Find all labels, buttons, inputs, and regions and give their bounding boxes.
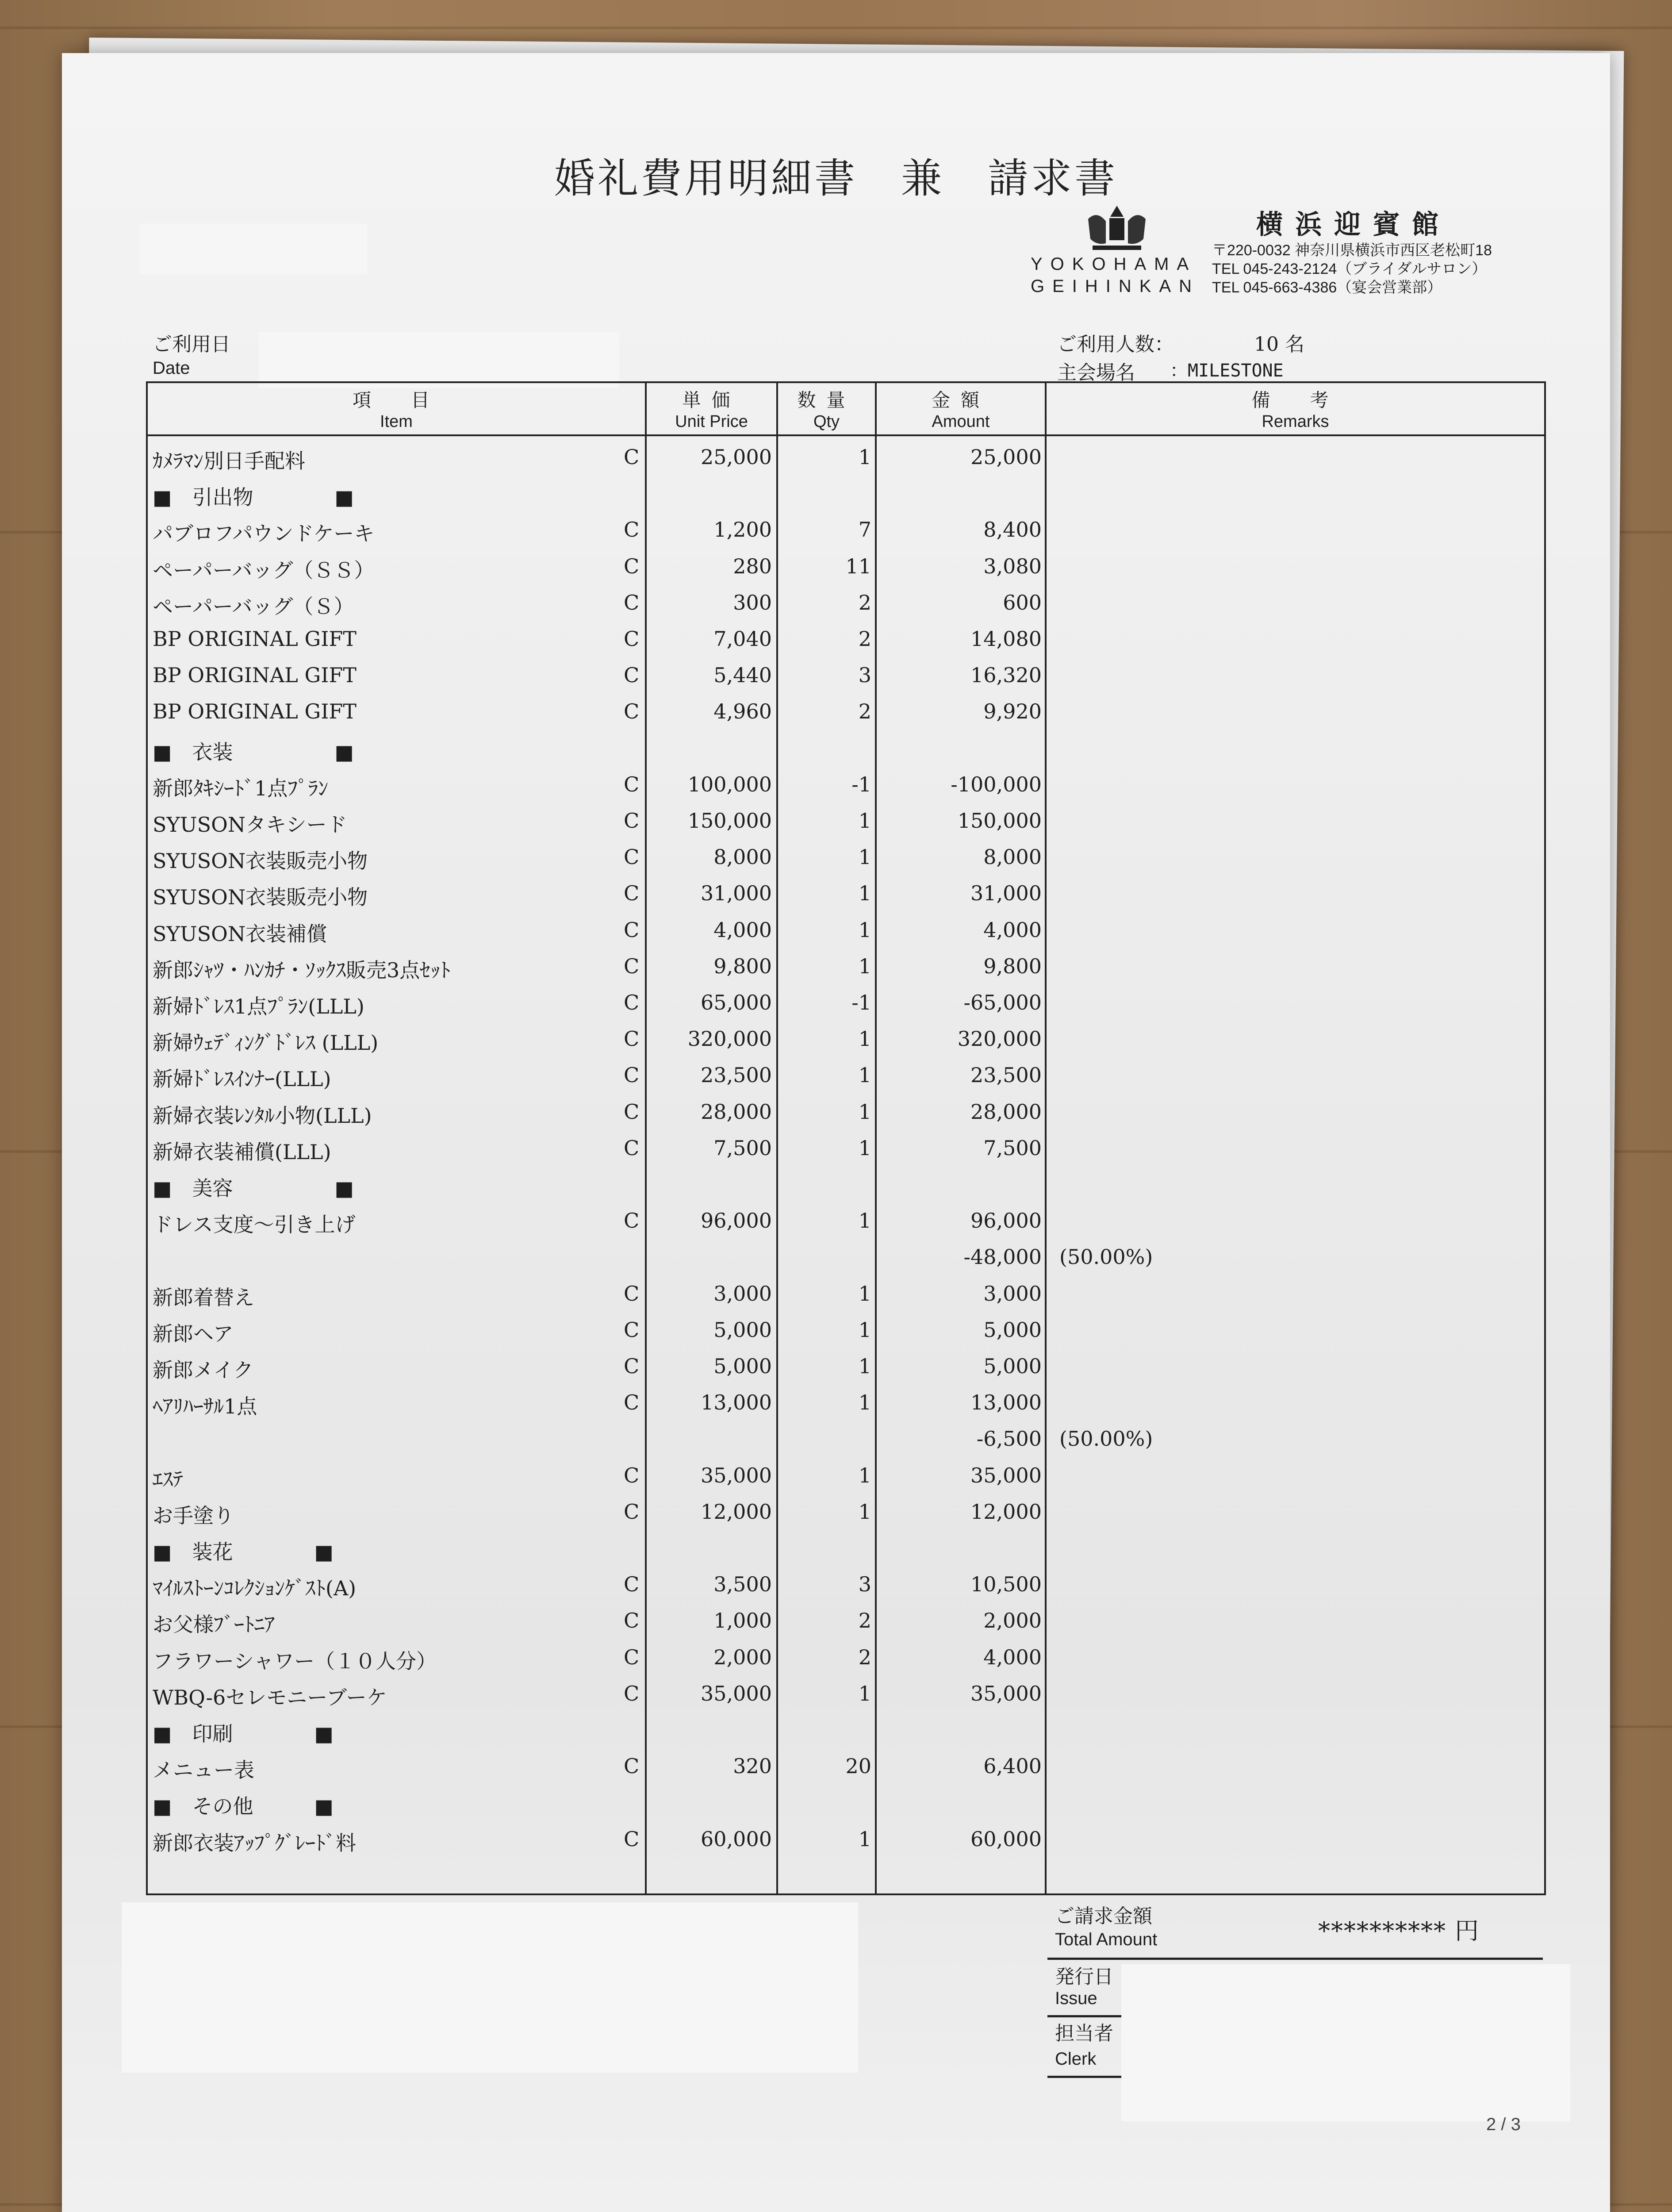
amount: 35,000 — [970, 1681, 1042, 1705]
item-name: 新婦衣装ﾚﾝﾀﾙ小物(LLL) — [153, 1103, 372, 1128]
tax-flag: C — [624, 1027, 640, 1051]
amount: 16,320 — [970, 663, 1042, 687]
amount: -100,000 — [951, 772, 1042, 796]
tax-flag: C — [624, 1136, 640, 1160]
table-row — [0, 1352, 1672, 1388]
amount: 2,000 — [983, 1609, 1042, 1633]
quantity: 1 — [858, 918, 871, 942]
item-name: BP ORIGINAL GIFT — [153, 699, 357, 724]
quantity: 2 — [858, 627, 871, 651]
quantity: 1 — [858, 1827, 871, 1851]
unit-price: 300 — [733, 590, 772, 614]
table-row — [0, 879, 1672, 915]
unit-price: 28,000 — [701, 1099, 772, 1124]
tax-flag: C — [624, 518, 640, 542]
tax-flag: C — [624, 1209, 640, 1233]
unit-price: 4,000 — [713, 918, 772, 942]
unit-price: 3,000 — [713, 1281, 772, 1306]
quantity: 1 — [858, 809, 871, 833]
table-row — [0, 842, 1672, 879]
table-row — [0, 515, 1672, 551]
amount: 35,000 — [970, 1463, 1042, 1487]
item-name: BP ORIGINAL GIFT — [153, 627, 357, 651]
date-label-en: Date — [153, 358, 190, 378]
item-name: ペーパーバッグ（ＳＳ） — [153, 558, 375, 582]
item-name: ﾏｲﾙｽﾄｰﾝｺﾚｸｼｮﾝｹﾞｽﾄ(A) — [153, 1576, 357, 1601]
table-row — [0, 1242, 1672, 1279]
item-name: 新郎着替え — [153, 1285, 254, 1310]
unit-price: 9,800 — [713, 954, 772, 978]
amount: 3,000 — [983, 1281, 1042, 1306]
quantity: 1 — [858, 1063, 871, 1087]
amount: 600 — [1003, 590, 1042, 614]
page-number: 2 / 3 — [1486, 2115, 1521, 2134]
item-name: ｴｽﾃ — [153, 1467, 183, 1491]
tax-flag: C — [624, 809, 640, 833]
quantity: -1 — [851, 772, 871, 796]
unit-price: 320,000 — [687, 1027, 772, 1051]
tax-flag: C — [624, 445, 640, 469]
quantity: 3 — [858, 663, 871, 687]
guests-label: ご利用人数： — [1057, 333, 1174, 356]
venue-value: ：MILESTONE — [1170, 361, 1284, 381]
tax-flag: C — [624, 1572, 640, 1597]
venue-label: 主会場名 — [1057, 361, 1135, 384]
quantity: 3 — [858, 1572, 871, 1597]
table-row — [0, 1497, 1672, 1533]
amount: 96,000 — [970, 1209, 1042, 1233]
amount: 28,000 — [970, 1099, 1042, 1124]
tax-flag: C — [624, 1317, 640, 1342]
amount: 14,080 — [970, 627, 1042, 651]
tax-flag: C — [624, 1499, 640, 1524]
quantity: 1 — [858, 1390, 871, 1415]
header-item: 項 目 Item — [352, 389, 440, 431]
unit-price: 35,000 — [701, 1681, 772, 1705]
section-title: ■ 装花 ■ — [153, 1540, 334, 1564]
document-title: 婚礼費用明細書 兼 請求書 — [554, 155, 1118, 202]
redacted-date — [259, 332, 619, 388]
item-name: 新婦ﾄﾞﾚｽ1点ﾌﾟﾗﾝ(LLL) — [153, 995, 364, 1018]
clerk-label-en: Clerk — [1055, 2049, 1097, 2069]
amount: 7,500 — [983, 1136, 1042, 1160]
quantity: 7 — [858, 518, 871, 542]
tax-flag: C — [624, 1063, 640, 1087]
remark: (50.00%) — [1059, 1427, 1153, 1451]
item-name: お手塗り — [153, 1503, 234, 1528]
table-row — [0, 1060, 1672, 1097]
amount: 5,000 — [983, 1317, 1042, 1342]
tax-flag: C — [624, 1354, 640, 1378]
item-name: ｶﾒﾗﾏﾝ別日手配料 — [153, 449, 305, 473]
company-tel-2: TEL 045-663-4386（宴会営業部） — [1212, 279, 1442, 296]
unit-price: 23,500 — [701, 1063, 772, 1087]
crest-logo-icon — [1079, 201, 1154, 254]
tax-flag: C — [624, 699, 640, 724]
tax-flag: C — [624, 663, 640, 687]
amount: 8,400 — [983, 518, 1042, 542]
issue-label-en: Issue — [1055, 1989, 1097, 2008]
amount: 23,500 — [970, 1063, 1042, 1087]
unit-price: 2,000 — [713, 1645, 772, 1669]
total-amount-value: ********** 円 — [1318, 1917, 1480, 1945]
tax-flag: C — [624, 1645, 640, 1669]
clerk-underline — [1047, 2076, 1123, 2078]
unit-price: 60,000 — [701, 1827, 772, 1851]
item-name: ドレス支度～引き上げ — [153, 1213, 356, 1237]
tax-flag: C — [624, 845, 640, 869]
redacted-notes — [122, 1902, 858, 2073]
unit-price: 25,000 — [701, 445, 772, 469]
remark: (50.00%) — [1059, 1245, 1153, 1269]
table-row — [0, 1679, 1672, 1715]
amount: -65,000 — [963, 991, 1042, 1014]
amount: 5,000 — [983, 1354, 1042, 1378]
unit-price: 96,000 — [701, 1209, 772, 1233]
quantity: 2 — [858, 1645, 871, 1669]
unit-price: 4,960 — [713, 699, 772, 724]
amount: 12,000 — [970, 1499, 1042, 1524]
unit-price: 100,000 — [687, 772, 772, 796]
table-row — [0, 1279, 1672, 1315]
tax-flag: C — [624, 1281, 640, 1306]
item-name: 新郎メイク — [153, 1358, 254, 1382]
section-header-row — [0, 1533, 1672, 1570]
quantity: -1 — [851, 991, 871, 1014]
table-row — [0, 770, 1672, 806]
tax-flag: C — [624, 590, 640, 614]
header-remarks: 備 考 Remarks — [1251, 389, 1339, 431]
table-header-divider — [146, 434, 1546, 436]
section-title: ■ 衣装 ■ — [153, 740, 354, 764]
unit-price: 5,000 — [713, 1317, 772, 1342]
quantity: 1 — [858, 1463, 871, 1487]
unit-price: 5,440 — [713, 663, 772, 687]
unit-price: 31,000 — [701, 881, 772, 906]
unit-price: 280 — [733, 554, 772, 578]
quantity: 1 — [858, 1499, 871, 1524]
quantity: 1 — [858, 1136, 871, 1160]
table-row — [0, 1824, 1672, 1861]
unit-price: 1,000 — [713, 1609, 772, 1633]
amount: 4,000 — [983, 918, 1042, 942]
item-name: SYUSON衣装販売小物 — [153, 849, 368, 873]
tax-flag: C — [624, 881, 640, 906]
redacted-issue-clerk — [1121, 1964, 1570, 2121]
company-address: 〒220-0032 神奈川県横浜市西区老松町18 — [1212, 242, 1492, 259]
amount: 10,500 — [970, 1572, 1042, 1597]
quantity: 20 — [845, 1754, 871, 1778]
total-underline — [1047, 1958, 1543, 1960]
total-label: ご請求金額 — [1055, 1905, 1152, 1928]
quantity: 1 — [858, 954, 871, 978]
item-name: ﾍｱﾘﾊｰｻﾙ1点 — [153, 1394, 257, 1419]
quantity: 1 — [858, 1681, 871, 1705]
item-name: パブロフパウンドケーキ — [153, 522, 375, 546]
table-row — [0, 1751, 1672, 1788]
company-name-ja: 横浜迎賓館 — [1256, 209, 1451, 240]
unit-price: 7,500 — [713, 1136, 772, 1160]
table-row — [0, 624, 1672, 661]
quantity: 2 — [858, 590, 871, 614]
tax-flag: C — [624, 954, 640, 978]
section-title: ■ 印刷 ■ — [153, 1722, 334, 1746]
amount: 31,000 — [970, 881, 1042, 906]
section-header-row — [0, 733, 1672, 770]
header-unit-price: 単価 Unit Price — [675, 389, 748, 431]
amount: 60,000 — [970, 1827, 1042, 1851]
item-name: 新郎衣装ｱｯﾌﾟｸﾞﾚｰﾄﾞ料 — [153, 1831, 356, 1855]
table-row — [0, 1570, 1672, 1606]
amount: 9,800 — [983, 954, 1042, 978]
table-row — [0, 1206, 1672, 1242]
quantity: 1 — [858, 1027, 871, 1051]
table-row — [0, 1643, 1672, 1679]
item-name: フラワーシャワー（１０人分） — [153, 1649, 437, 1673]
table-row — [0, 806, 1672, 842]
table-row — [0, 988, 1672, 1024]
quantity: 2 — [858, 1609, 871, 1633]
amount: -48,000 — [963, 1245, 1042, 1269]
amount: 8,000 — [983, 845, 1042, 869]
clerk-label: 担当者 — [1055, 2022, 1113, 2045]
item-name: 新婦ｳｪﾃﾞｨﾝｸﾞﾄﾞﾚｽ (LLL) — [153, 1031, 379, 1055]
table-row — [0, 1097, 1672, 1133]
table-row — [0, 442, 1672, 479]
quantity: 1 — [858, 1281, 871, 1306]
table-row — [0, 1024, 1672, 1060]
header-qty: 数量 Qty — [797, 389, 856, 431]
tax-flag: C — [624, 1609, 640, 1633]
unit-price: 3,500 — [713, 1572, 772, 1597]
issue-label: 発行日 — [1055, 1966, 1113, 1988]
item-name: BP ORIGINAL GIFT — [153, 663, 357, 687]
tax-flag: C — [624, 772, 640, 796]
tax-flag: C — [624, 1099, 640, 1124]
unit-price: 1,200 — [713, 518, 772, 542]
quantity: 1 — [858, 1099, 871, 1124]
tax-flag: C — [624, 991, 640, 1014]
quantity: 1 — [858, 881, 871, 906]
item-name: 新婦ﾄﾞﾚｽｲﾝﾅｰ(LLL) — [153, 1067, 331, 1091]
section-header-row — [0, 479, 1672, 515]
quantity: 1 — [858, 1209, 871, 1233]
item-name: 新郎ｼｬﾂ・ﾊﾝｶﾁ・ｿｯｸｽ販売3点ｾｯﾄ — [153, 958, 451, 982]
section-title: ■ 美容 ■ — [153, 1176, 354, 1200]
table-row — [0, 1461, 1672, 1497]
unit-price: 35,000 — [701, 1463, 772, 1487]
unit-price: 150,000 — [687, 809, 772, 833]
tax-flag: C — [624, 1463, 640, 1487]
tax-flag: C — [624, 554, 640, 578]
unit-price: 8,000 — [713, 845, 772, 869]
quantity: 2 — [858, 699, 871, 724]
amount: 9,920 — [983, 699, 1042, 724]
amount: -6,500 — [976, 1427, 1042, 1451]
item-name: SYUSON衣装販売小物 — [153, 885, 368, 910]
item-name: 新郎ヘア — [153, 1321, 234, 1346]
guests-value: 10 名 — [1254, 333, 1304, 356]
item-name: ペーパーバッグ（Ｓ） — [153, 594, 354, 618]
total-label-en: Total Amount — [1055, 1930, 1158, 1949]
unit-price: 12,000 — [701, 1499, 772, 1524]
quantity: 1 — [858, 445, 871, 469]
amount: 150,000 — [957, 809, 1042, 833]
item-name: WBQ-6セレモニーブーケ — [153, 1685, 387, 1709]
section-header-row — [0, 1715, 1672, 1751]
item-name: お父様ﾌﾞｰﾄﾆｱ — [153, 1613, 275, 1637]
amount: 4,000 — [983, 1645, 1042, 1669]
quantity: 1 — [858, 1354, 871, 1378]
unit-price: 7,040 — [713, 627, 772, 651]
tax-flag: C — [624, 1681, 640, 1705]
section-title: ■ その他 ■ — [153, 1794, 334, 1819]
table-row — [0, 1606, 1672, 1642]
tax-flag: C — [624, 1827, 640, 1851]
table-row — [0, 697, 1672, 733]
quantity: 11 — [845, 554, 871, 578]
table-row — [0, 1133, 1672, 1170]
unit-price: 320 — [733, 1754, 772, 1778]
company-tel-1: TEL 045-243-2124（ブライダルサロン） — [1212, 261, 1487, 277]
amount: 13,000 — [970, 1390, 1042, 1415]
amount: 3,080 — [983, 554, 1042, 578]
table-row — [0, 1424, 1672, 1460]
unit-price: 5,000 — [713, 1354, 772, 1378]
amount: 320,000 — [957, 1027, 1042, 1051]
tax-flag: C — [624, 918, 640, 942]
item-name: メニュー表 — [153, 1758, 254, 1782]
table-row — [0, 1388, 1672, 1424]
unit-price: 65,000 — [701, 991, 772, 1014]
company-address-block — [1212, 241, 1492, 297]
tax-flag: C — [624, 627, 640, 651]
company-name-en: YOKOHAMA GEIHINKAN — [1031, 254, 1200, 296]
item-name: SYUSON衣装補償 — [153, 922, 327, 946]
item-name: SYUSONタキシード — [153, 813, 347, 837]
amount: 25,000 — [970, 445, 1042, 469]
table-row — [0, 588, 1672, 624]
item-name: 新婦衣装補償(LLL) — [153, 1140, 331, 1164]
quantity: 1 — [858, 1317, 871, 1342]
section-header-row — [0, 1788, 1672, 1824]
section-header-row — [0, 1170, 1672, 1206]
quantity: 1 — [858, 845, 871, 869]
date-label: ご利用日 — [153, 333, 230, 356]
table-row — [0, 915, 1672, 952]
amount: 6,400 — [983, 1754, 1042, 1778]
tax-flag: C — [624, 1390, 640, 1415]
redacted-name — [139, 223, 367, 274]
tax-flag: C — [624, 1754, 640, 1778]
header-amount: 金額 Amount — [931, 389, 990, 431]
item-name: 新郎ﾀｷｼｰﾄﾞ1点ﾌﾟﾗﾝ — [153, 776, 329, 800]
table-row — [0, 952, 1672, 988]
table-row — [0, 661, 1672, 697]
unit-price: 13,000 — [701, 1390, 772, 1415]
table-row — [0, 552, 1672, 588]
table-row — [0, 1315, 1672, 1352]
section-title: ■ 引出物 ■ — [153, 485, 354, 510]
